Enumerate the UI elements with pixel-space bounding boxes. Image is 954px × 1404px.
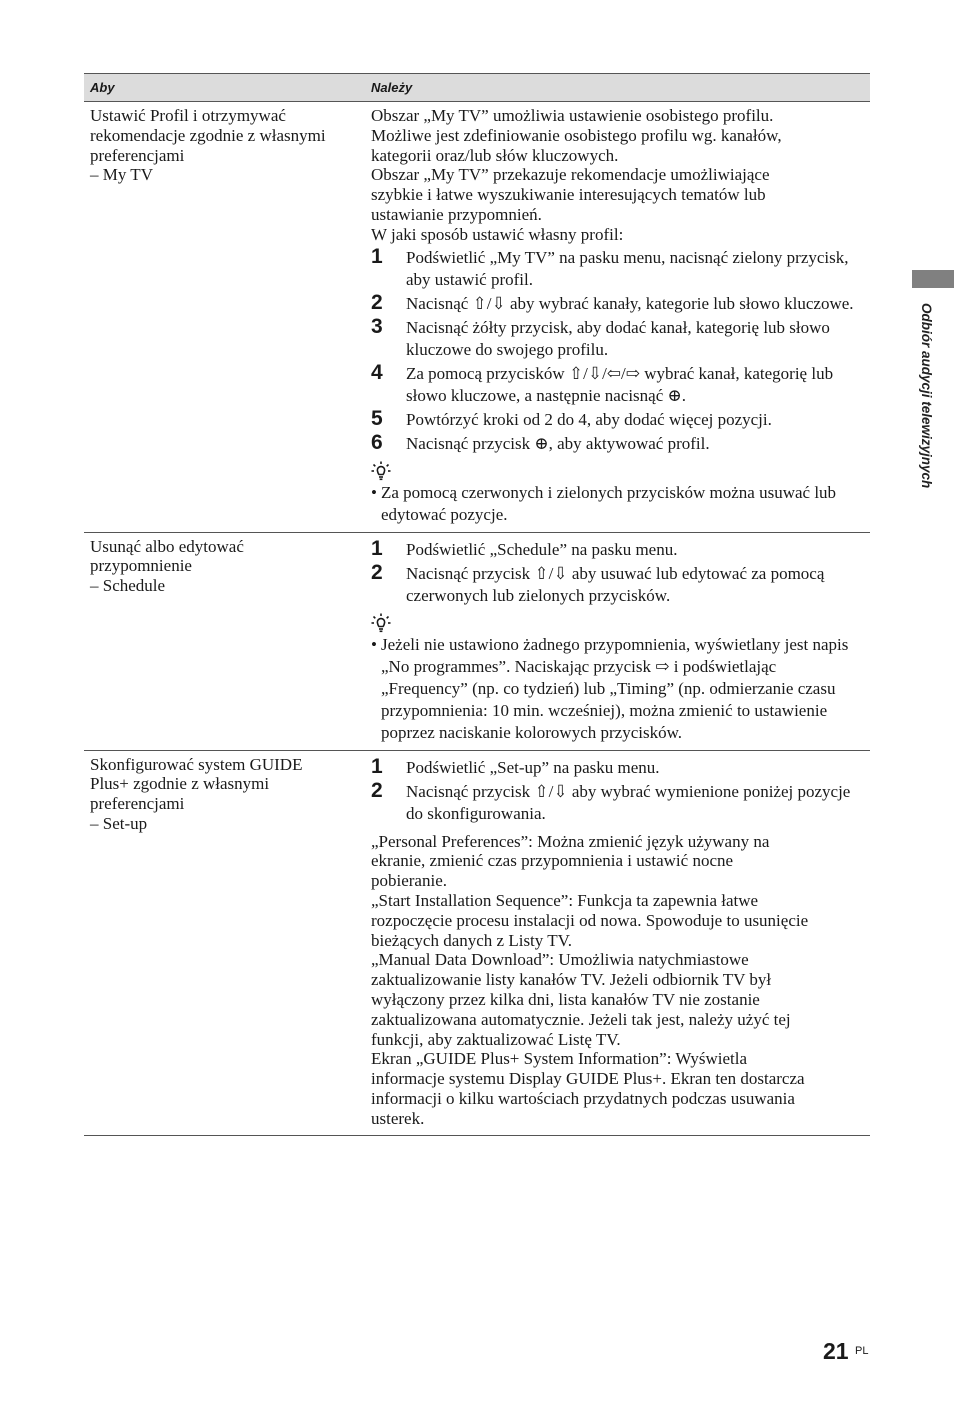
step-text: Nacisnąć żółty przycisk, aby dodać kanał, kategorię lub słowo kluczowe do swojego profilu. (406, 317, 830, 359)
purpose-line: – My TV (90, 165, 153, 185)
step-item (371, 432, 862, 455)
purpose-line: Ustawić Profil i otrzymywać (90, 106, 286, 125)
row-instructions (371, 751, 870, 1135)
purpose-line: Usunąć albo edytować (90, 536, 244, 556)
intro-line: ustawianie przypomnień. (371, 204, 542, 224)
outro-line: wyłączony przez kilka dni, lista kanałów TV nie zostanie (371, 989, 760, 1009)
table-row-my-tv (84, 102, 870, 532)
row-instructions (371, 533, 870, 750)
outro-line: rozpoczęcie procesu instalacji od nowa. Spowoduje to usunięcie (371, 910, 809, 930)
tip-text: Za pomocą czerwonych i zielonych przycisków można usuwać lub edytować pozycje. (381, 482, 837, 524)
step-number: 3 (371, 314, 383, 338)
outro-line: zaktualizowanie listy kanałów TV. Jeżeli odbiornik TV był (371, 970, 772, 990)
bullet-dot: • (371, 634, 377, 654)
step-text: Nacisnąć przycisk ⇧/⇩ aby wybrać wymienione poniżej pozycje do skonfigurowania. (406, 781, 851, 823)
step-text: Podświetlić „My TV” na pasku menu, nacisnąć zielony przycisk, aby ustawić profil. (406, 247, 849, 289)
step-item (371, 538, 862, 561)
purpose-line: – Set-up (90, 813, 148, 833)
section-tab-marker (912, 270, 954, 288)
step-item (371, 246, 862, 291)
outro-line: „Manual Data Download”: Umożliwia natychmiastowe (371, 950, 749, 970)
outro-line: informacji o kilku wartościach przydatnych podczas usuwania (371, 1088, 795, 1108)
step-item (371, 780, 862, 825)
row-purpose (84, 533, 371, 750)
step-item (371, 408, 862, 431)
intro-line: kategorii oraz/lub słów kluczowych. (371, 145, 619, 165)
tip-item (371, 482, 862, 526)
outro-line: informacje systemu Display GUIDE Plus+. Ekran ten dostarcza (371, 1069, 805, 1089)
step-text: Nacisnąć przycisk ⊕, aby aktywować profil. (406, 433, 710, 453)
intro-line: Obszar „My TV” umożliwia ustawienie osobistego profilu. (371, 106, 774, 125)
intro-line: szybkie i łatwe wyszukiwanie interesujących tematów lub (371, 185, 766, 205)
section-side-label: Odbiór audycji telewizyjnych (919, 303, 934, 489)
step-item (371, 316, 862, 361)
page-language-code: PL (855, 1345, 869, 1357)
table-row-schedule (84, 532, 870, 750)
table-header (84, 74, 870, 102)
header-aby: Aby (90, 80, 115, 95)
step-number: 2 (371, 778, 383, 802)
outro-line: zaktualizowana automatycznie. Jeżeli tak jest, należy użyć tej (371, 1009, 791, 1029)
step-item (371, 362, 862, 407)
bullet-dot: • (371, 482, 377, 502)
tip-item (371, 634, 862, 744)
outro-line: Ekran „GUIDE Plus+ System Information”: Wyświetla (371, 1049, 748, 1069)
step-number: 4 (371, 360, 383, 384)
tip-text: Jeżeli nie ustawiono żadnego przypomnienia, wyświetlany jest napis „No programmes”. Naciskając przycisk ⇨ i podświetlając „Frequency” (np. co tydzień) lub „Timing” (np. odmierzanie czasu przypomnienia: 10 min. wcześniej), można zmienić to ustawienie poprzez naciskanie kolorowych przycisków. (381, 634, 849, 742)
step-number: 1 (371, 754, 383, 778)
step-item (371, 292, 862, 315)
step-item (371, 756, 862, 779)
outro-line: pobieranie. (371, 871, 447, 891)
intro-line: Obszar „My TV” przekazuje rekomendacje umożliwiające (371, 165, 770, 185)
header-nalezy: Należy (371, 80, 413, 95)
step-text: Za pomocą przycisków ⇧/⇩/⇦/⇨ wybrać kanał, kategorię lub słowo kluczowe, a następnie nacisnąć ⊕. (406, 363, 834, 405)
intro-line: W jaki sposób ustawić własny profil: (371, 224, 624, 244)
row-instructions (371, 102, 870, 532)
hint-lightbulb-icon (371, 461, 391, 481)
step-number: 2 (371, 290, 383, 314)
outro-line: bieżących danych z Listy TV. (371, 930, 572, 950)
hint-lightbulb-icon (371, 613, 391, 633)
page-number: 21 (823, 1338, 849, 1364)
row-purpose (84, 751, 371, 1135)
step-number: 6 (371, 430, 383, 454)
purpose-line: Plus+ zgodnie z własnymi (90, 774, 270, 794)
step-number: 1 (371, 536, 383, 560)
purpose-line: preferencjami (90, 145, 185, 165)
step-number: 5 (371, 406, 383, 430)
outro-line: „Personal Preferences”: Można zmienić język używany na (371, 831, 770, 851)
step-text: Podświetlić „Set-up” na pasku menu. (406, 757, 660, 777)
instruction-table (84, 73, 870, 1136)
step-number: 1 (371, 244, 383, 268)
step-number: 2 (371, 560, 383, 584)
purpose-line: preferencjami (90, 794, 185, 814)
purpose-line: przypomnienie (90, 556, 192, 576)
step-text: Nacisnąć ⇧/⇩ aby wybrać kanały, kategorie lub słowo kluczowe. (406, 293, 854, 313)
step-text: Powtórzyć kroki od 2 do 4, aby dodać więcej pozycji. (406, 409, 772, 429)
purpose-line: rekomendacje zgodnie z własnymi (90, 125, 326, 145)
purpose-line: – Schedule (90, 576, 166, 596)
step-text: Podświetlić „Schedule” na pasku menu. (406, 539, 678, 559)
step-item (371, 562, 862, 607)
outro-line: ekranie, zmienić czas przypomnienia i ustawić nocne (371, 851, 734, 871)
outro-line: „Start Installation Sequence”: Funkcja ta zapewnia łatwe (371, 890, 759, 910)
intro-line: Możliwe jest zdefiniowanie osobistego profilu wg. kanałów, (371, 125, 782, 145)
row-purpose (84, 102, 371, 532)
purpose-line: Skonfigurować system GUIDE (90, 754, 303, 774)
step-text: Nacisnąć przycisk ⇧/⇩ aby usuwać lub edytować za pomocą czerwonych lub zielonych przycisków. (406, 563, 825, 605)
outro-line: usterek. (371, 1108, 425, 1128)
table-row-set-up (84, 750, 870, 1135)
outro-line: funkcji, aby zaktualizować Listę TV. (371, 1029, 621, 1049)
